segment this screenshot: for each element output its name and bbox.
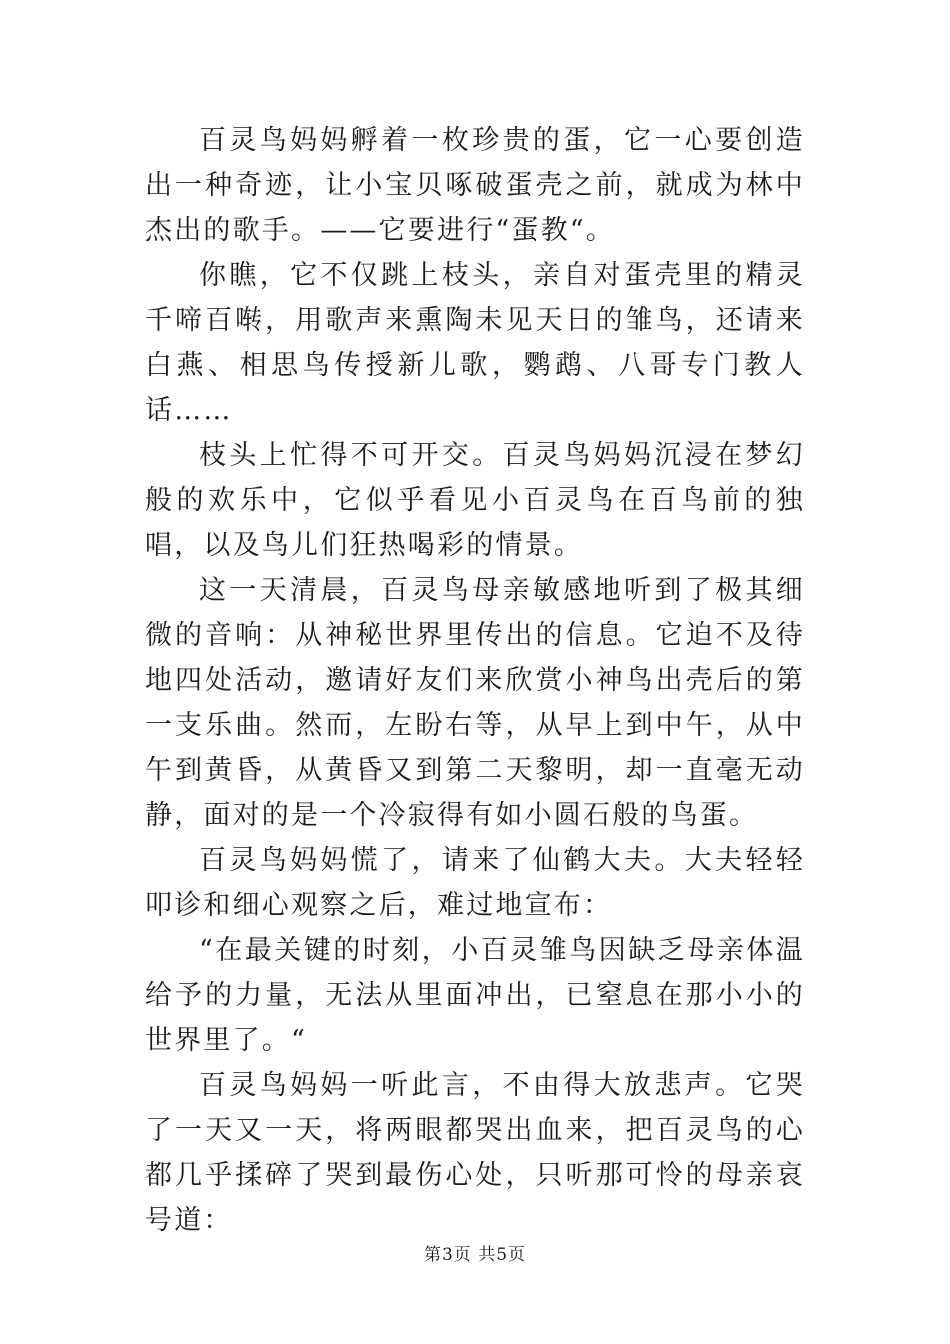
paragraph-1: 百灵鸟妈妈孵着一枚珍贵的蛋，它一心要创造出一种奇迹，让小宝贝啄破蛋壳之前，就成为林中杰出的歌手。——它要进行“蛋教“。 <box>145 125 805 246</box>
paragraph-5: 百灵鸟妈妈慌了，请来了仙鹤大夫。大夫轻轻叩诊和细心观察之后，难过地宣布： <box>145 845 805 921</box>
paragraph-6: “在最关键的时刻，小百灵雏鸟因缺乏母亲体温给予的力量，无法从里面冲出，已窒息在那小小的世界里了。“ <box>145 935 805 1056</box>
page-footer: 第3页 共5页 <box>423 1245 527 1265</box>
paragraph-2: 你瞧，它不仅跳上枝头，亲自对蛋壳里的精灵千啼百啭，用歌声来熏陶未见天日的雏鸟，还请来白燕、相思鸟传授新儿歌，鹦鹉、八哥专门教人话…… <box>145 260 805 426</box>
document-body <box>145 118 805 1243</box>
paragraph-4: 这一天清晨，百灵鸟母亲敏感地听到了极其细微的音响：从神秘世界里传出的信息。它迫不及待地四处活动，邀请好友们来欣赏小神鸟出壳后的第一支乐曲。然而，左盼右等，从早上到中午，从中午到黄昏，从黄昏又到第二天黎明，却一直毫无动静，面对的是一个冷寂得有如小圆石般的鸟蛋。 <box>145 575 805 831</box>
paragraph-7: 百灵鸟妈妈一听此言，不由得大放悲声。它哭了一天又一天，将两眼都哭出血来，把百灵鸟的心都几乎揉碎了哭到最伤心处，只听那可怜的母亲哀号道： <box>145 1070 805 1236</box>
paragraph-3: 枝头上忙得不可开交。百灵鸟妈妈沉浸在梦幻般的欢乐中，它似乎看见小百灵鸟在百鸟前的独唱，以及鸟儿们狂热喝彩的情景。 <box>145 440 805 561</box>
